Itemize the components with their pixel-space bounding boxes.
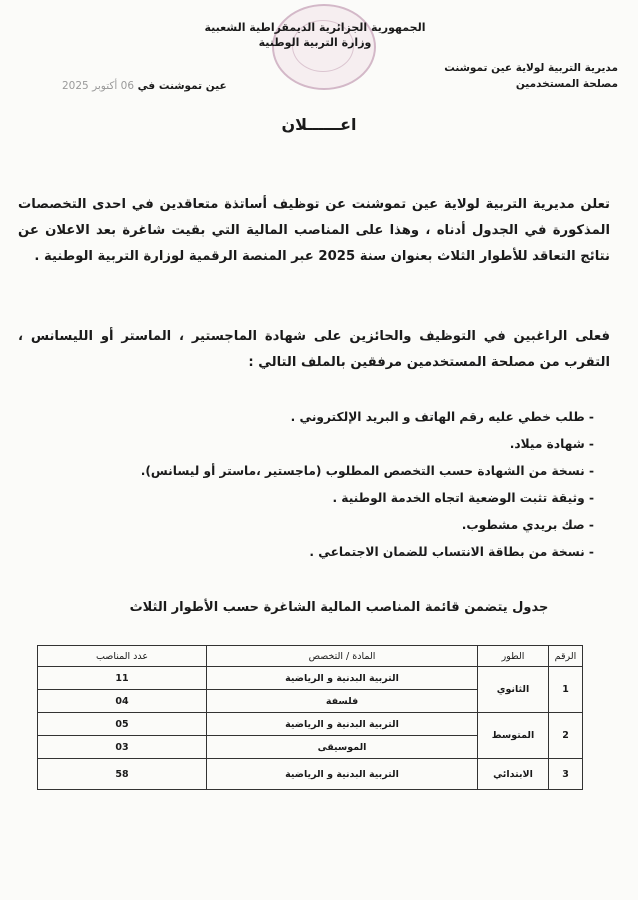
republic-name: الجمهورية الجزائرية الديمقراطية الشعبية <box>204 21 426 34</box>
cell-num: 3 <box>549 759 583 790</box>
cell-subject: التربية البدنية و الرياضية <box>207 667 478 690</box>
cell-count: 58 <box>38 759 207 790</box>
cell-count: 03 <box>38 736 207 759</box>
announcement-paragraph-1: تعلن مديرية التربية لولاية عين تموشنت عن توظيف أساتذة متعاقدين في احدى التخصصات المذكورة في الجدول أدناه ، وهذا على المناصب المالية التي بقيت شاغرة بعد الاعلان عن نتائج التعاقد للأطوار الثلاث بعنوان سنة 2025 عبر المنصة الرقمية لوزارة التربية الوطنية . <box>18 197 610 264</box>
cell-count: 04 <box>38 690 207 713</box>
list-item: - طلب خطي عليه رقم الهاتف و البريد الإلكتروني . <box>290 410 594 424</box>
cell-count: 05 <box>38 713 207 736</box>
cell-subject: التربية البدنية و الرياضية <box>207 713 478 736</box>
list-item: - وثيقة تثبت الوضعية اتجاه الخدمة الوطنية . <box>332 491 594 505</box>
cell-subject: فلسفة <box>207 690 478 713</box>
place-date-prefix: عين تموشنت في <box>137 80 227 92</box>
place-date-value: 06 أكتوبر 2025 <box>62 80 135 92</box>
directorate-name: مديرية التربية لولاية عين تموشنت <box>444 62 618 74</box>
cell-num: 1 <box>549 667 583 713</box>
place-date <box>62 80 227 92</box>
table-row <box>38 713 583 736</box>
header-right <box>418 60 618 92</box>
header-count: عدد المناصب <box>38 646 207 667</box>
required-documents-list <box>34 404 594 566</box>
cell-subject: التربية البدنية و الرياضية <box>207 759 478 790</box>
cell-subject: الموسيقى <box>207 736 478 759</box>
vacancies-table <box>37 645 583 790</box>
list-item: - نسخة من بطاقة الانتساب للضمان الاجتماعي . <box>309 545 594 559</box>
cell-num: 2 <box>549 713 583 759</box>
cell-count: 11 <box>38 667 207 690</box>
list-item: - شهادة ميلاد. <box>509 437 594 451</box>
table-header-row <box>38 646 583 667</box>
ministry-name: وزارة التربية الوطنية <box>258 36 372 49</box>
announcement-paragraph-2: فعلى الراغبين في التوظيف والحائزين على شهادة الماجستير ، الماستر أو الليسانس ، التقرب من مصلحة المستخدمين مرفقين بالملف التالي : <box>18 329 610 370</box>
page-title: اعــــــلان <box>281 115 357 134</box>
cell-level: الثانوي <box>478 667 549 713</box>
table-caption: جدول يتضمن قائمة المناصب المالية الشاغرة حسب الأطوار الثلاث <box>129 600 549 615</box>
table-row <box>38 667 583 690</box>
service-name: مصلحة المستخدمين <box>515 78 618 90</box>
header-center <box>190 20 440 50</box>
table-row <box>38 759 583 790</box>
header-level: الطور <box>478 646 549 667</box>
list-item: - نسخة من الشهادة حسب التخصص المطلوب (ماجستير ،ماستر أو ليسانس). <box>140 464 594 478</box>
header-num: الرقم <box>549 646 583 667</box>
cell-level: المتوسط <box>478 713 549 759</box>
list-item: - صك بريدي مشطوب. <box>461 518 594 532</box>
cell-level: الابتدائي <box>478 759 549 790</box>
header-subject: المادة / التخصص <box>207 646 478 667</box>
